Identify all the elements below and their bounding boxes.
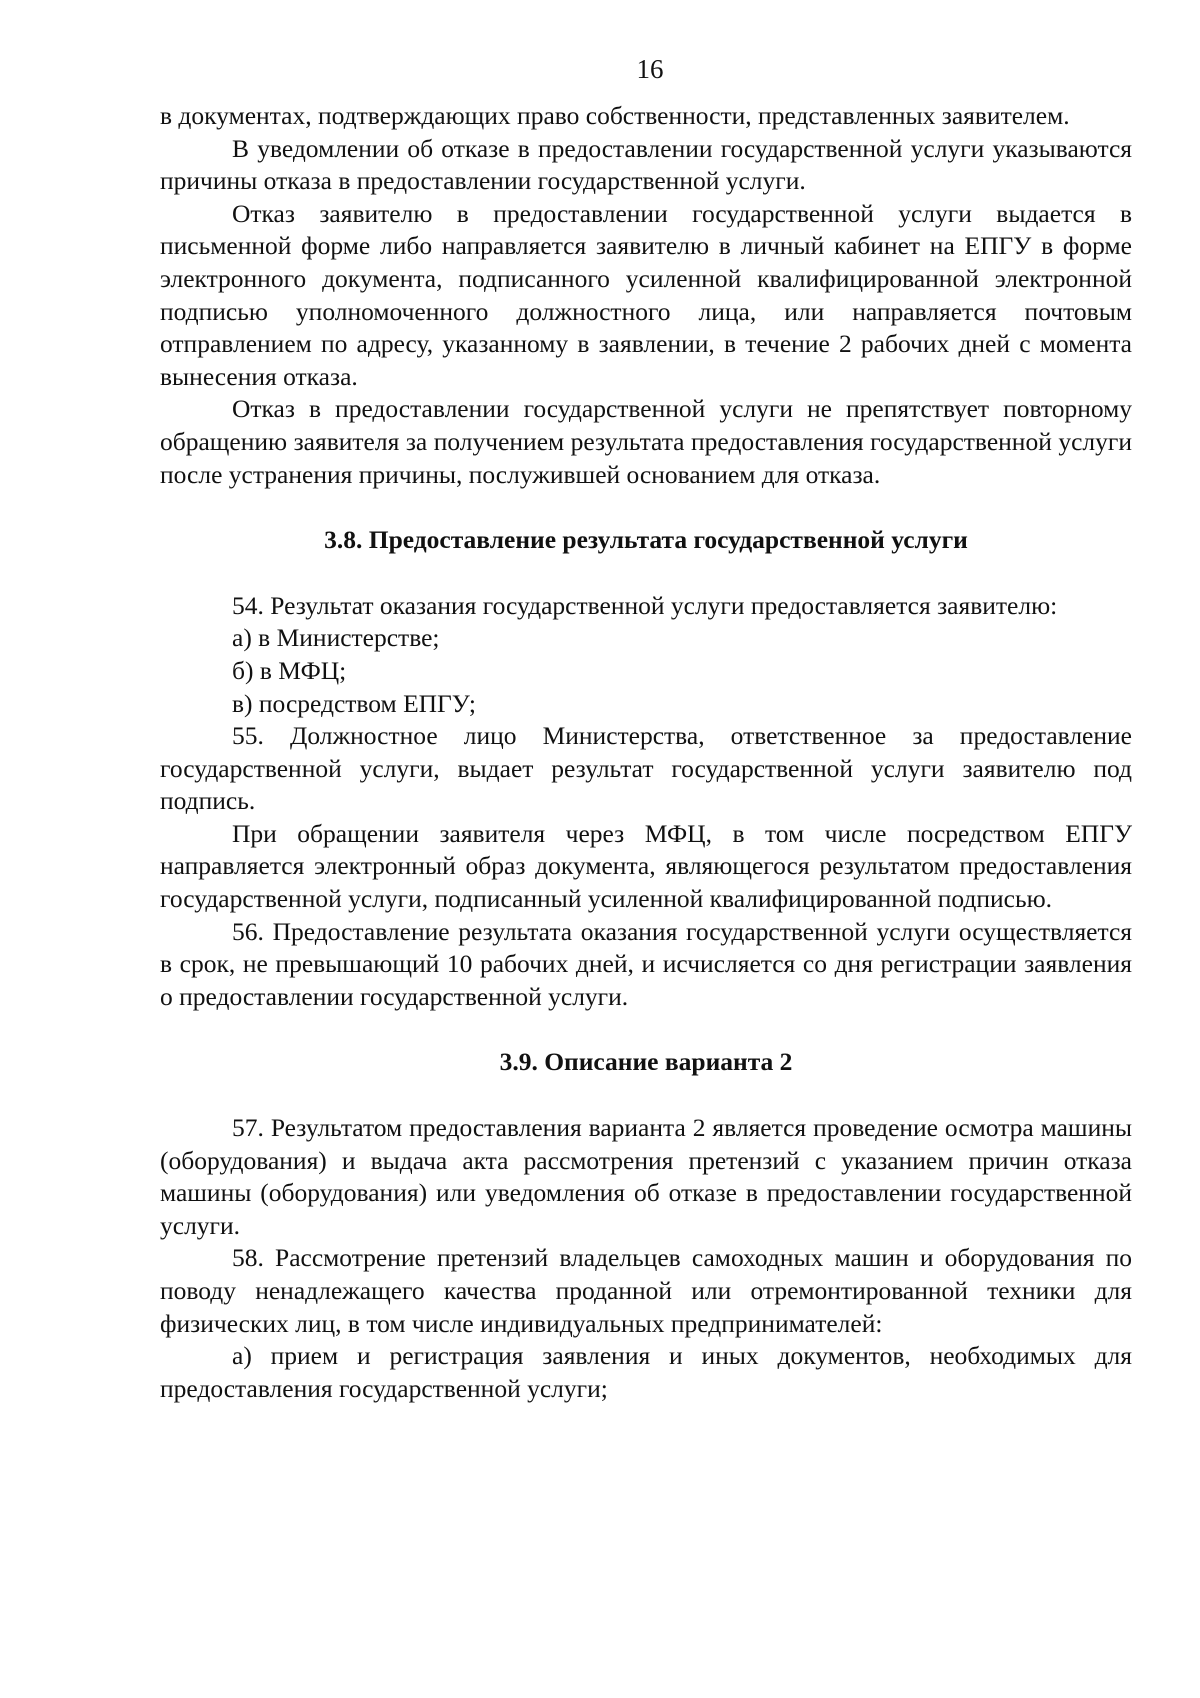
page-number: 16: [636, 54, 664, 84]
paragraph: В уведомлении об отказе в предоставлении государственной услуги указываются причины отказа в предоставлении государственной услуги.: [160, 133, 1132, 196]
paragraph: При обращении заявителя через МФЦ, в том числе посредством ЕПГУ направляется электронный образ документа, являющегося результатом предоставления государственной услуги, подписанный усиленной квалифицированной подписью.: [160, 818, 1132, 914]
paragraph: 54. Результат оказания государственной услуги предоставляется заявителю:: [232, 590, 1058, 620]
paragraph: 57. Результатом предоставления варианта 2 является проведение осмотра машины (оборудования) и выдача акта рассмотрения претензий с указанием причин отказа машины (оборудования) или уведомления об отказе в предоставлении государственной услуги.: [160, 1113, 1132, 1240]
paragraph: б) в МФЦ;: [232, 655, 347, 685]
paragraph: в) посредством ЕПГУ;: [232, 688, 476, 718]
paragraph: а) в Министерстве;: [232, 623, 440, 653]
section-spacer: [160, 491, 1132, 524]
section-heading: 3.9. Описание варианта 2: [499, 1047, 793, 1077]
paragraph: в документах, подтверждающих право собственности, представленных заявителем.: [160, 101, 1070, 130]
paragraph: 56. Предоставление результата оказания государственной услуги осуществляется в срок, не превышающий 10 рабочих дней, и исчисляется со дня регистрации заявления о предоставлении государственной услуги.: [160, 916, 1132, 1011]
section-spacer: [160, 1013, 1132, 1046]
paragraph: Отказ в предоставлении государственной услуги не препятствует повторному обращению заявителя за получением результата предоставления государственной услуги после устранения причины, послужившей основанием для отказа.: [160, 394, 1132, 489]
section-spacer: [160, 1079, 1132, 1112]
section-heading: 3.8. Предоставление результата государственной услуги: [324, 525, 968, 555]
section-spacer: [160, 557, 1132, 590]
paragraph: а) прием и регистрация заявления и иных документов, необходимых для предоставления государственной услуги;: [160, 1341, 1132, 1403]
paragraph: Отказ заявителю в предоставлении государственной услуги выдается в письменной форме либо направляется заявителю в личный кабинет на ЕПГУ в форме электронного документа, подписанного усиленной квалифицированной электронной подписью уполномоченного должностного лица, или направляется почтовым отправлением по адресу, указанному в заявлении, в течение 2 рабочих дней с момента вынесения отказа.: [160, 198, 1132, 391]
paragraph: 55. Должностное лицо Министерства, ответственное за предоставление государственной услуги, выдает результат государственной услуги заявителю под подпись.: [160, 721, 1132, 816]
document-body: [160, 100, 1132, 1405]
paragraph: 58. Рассмотрение претензий владельцев самоходных машин и оборудования по поводу ненадлежащего качества проданной или отремонтированной техники для физических лиц, в том числе индивидуальных предпринимателей:: [160, 1243, 1132, 1338]
